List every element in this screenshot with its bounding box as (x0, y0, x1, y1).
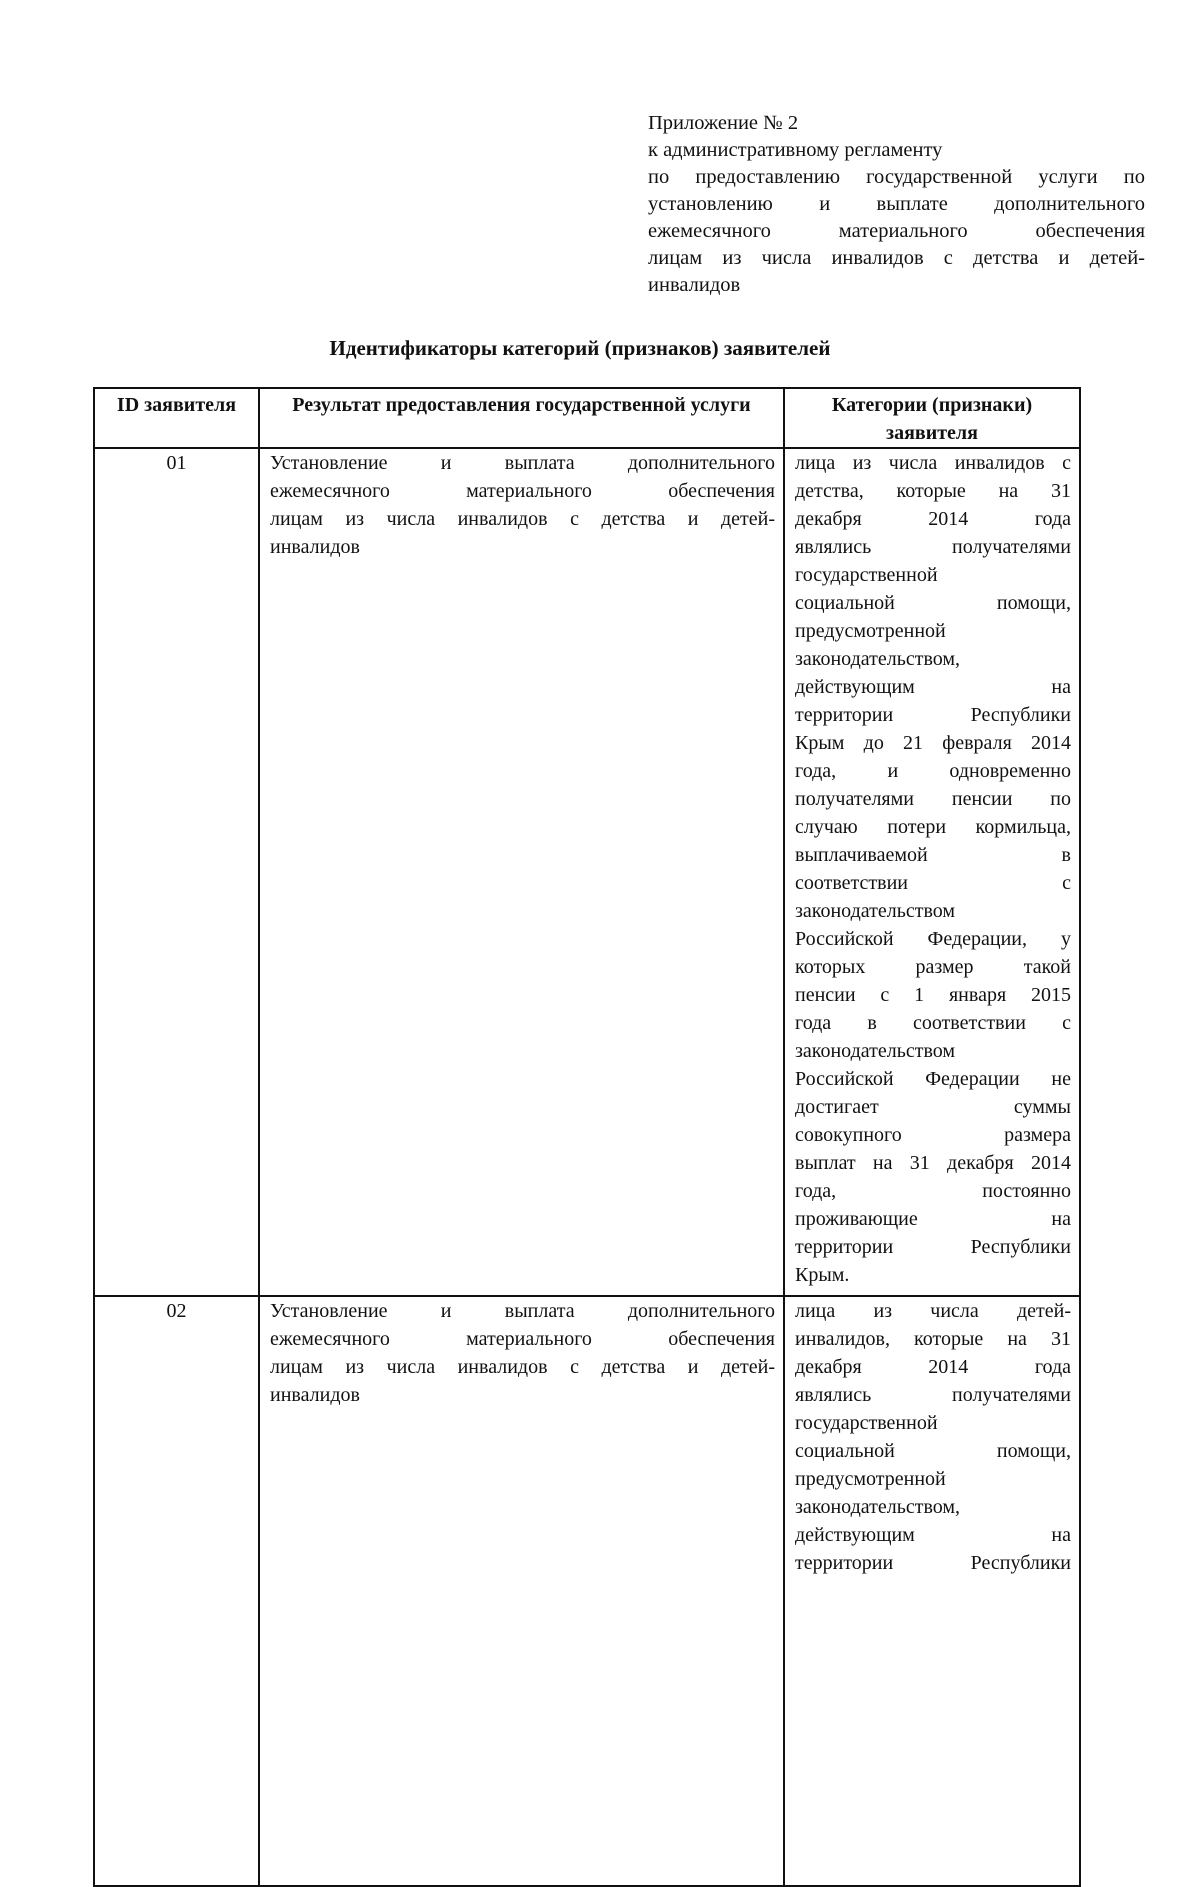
category-line: территории Республики (795, 704, 1071, 726)
category-line: являлись получателями (795, 1384, 1071, 1406)
header-category: Категории (признаки) заявителя (784, 388, 1080, 448)
cell-id: 01 (94, 448, 259, 1296)
header-result: Результат предоставления государственной услуги (259, 388, 784, 448)
category-line: года, и одновременно (795, 760, 1071, 782)
applicant-categories-table (93, 387, 1081, 1887)
table-row (94, 448, 1080, 1296)
category-line: выплат на 31 декабря 2014 (795, 1152, 1071, 1174)
category-line: Крым. (795, 1264, 850, 1286)
category-line: являлись получателями (795, 536, 1071, 558)
result-line: Установление и выплата дополнительного (270, 452, 775, 474)
table-header-row (94, 388, 1080, 448)
category-line: декабря 2014 года (795, 508, 1071, 530)
result-line: инвалидов (270, 536, 360, 558)
annex-line: инвалидов (648, 274, 741, 296)
category-line: достигает суммы (795, 1096, 1071, 1118)
category-line: декабря 2014 года (795, 1356, 1071, 1378)
category-line: действующим на (795, 1524, 1071, 1546)
annex-line: по предоставлению государственной услуги по (648, 166, 1145, 188)
annex-line: установлению и выплате дополнительного (648, 193, 1145, 215)
category-line: законодательством (795, 900, 956, 922)
category-line: социальной помощи, (795, 592, 1071, 614)
category-line: предусмотренной (795, 620, 946, 642)
category-line: лица из числа инвалидов с (795, 452, 1071, 474)
category-line: действующим на (795, 676, 1071, 698)
cell-result (259, 1296, 784, 1886)
category-line: выплачиваемой в (795, 844, 1071, 866)
cell-category (784, 448, 1080, 1296)
annex-line: лицам из числа инвалидов с детства и детей- (648, 247, 1145, 269)
annex-line: к административному регламенту (648, 139, 943, 161)
category-line: законодательством (795, 1040, 956, 1062)
cell-id: 02 (94, 1296, 259, 1886)
category-line: территории Республики (795, 1236, 1071, 1258)
category-line: законодательством, (795, 1496, 961, 1518)
annex-title: Приложение № 2 (648, 112, 799, 134)
annex-line: ежемесячного материального обеспечения (648, 220, 1145, 242)
category-line: года, постоянно (795, 1180, 1071, 1202)
category-line: лица из числа детей- (795, 1300, 1071, 1322)
category-line: государственной (795, 564, 938, 586)
category-line: которых размер такой (795, 956, 1071, 978)
category-line: совокупного размера (795, 1124, 1071, 1146)
annex-block (648, 110, 1145, 299)
category-line: года в соответствии с (795, 1012, 1071, 1034)
category-line: проживающие на (795, 1208, 1071, 1230)
result-line: ежемесячного материального обеспечения (270, 480, 775, 502)
category-line: территории Республики (795, 1552, 1071, 1574)
category-line: инвалидов, которые на 31 (795, 1328, 1071, 1350)
category-line: социальной помощи, (795, 1440, 1071, 1462)
category-line: Крым до 21 февраля 2014 (795, 732, 1071, 754)
category-line: Российской Федерации не (795, 1068, 1071, 1090)
result-line: лицам из числа инвалидов с детства и детей- (270, 1356, 775, 1378)
category-line: соответствии с (795, 872, 1071, 894)
category-line: предусмотренной (795, 1468, 946, 1490)
category-line: Российской Федерации, у (795, 928, 1071, 950)
result-line: ежемесячного материального обеспечения (270, 1328, 775, 1350)
category-line: детства, которые на 31 (795, 480, 1071, 502)
category-line: случаю потери кормильца, (795, 816, 1071, 838)
result-line: инвалидов (270, 1384, 360, 1406)
header-id: ID заявителя (94, 388, 259, 448)
document-title: Идентификаторы категорий (признаков) заявителей (329, 336, 831, 360)
result-line: лицам из числа инвалидов с детства и детей- (270, 508, 775, 530)
result-line: Установление и выплата дополнительного (270, 1300, 775, 1322)
category-line: государственной (795, 1412, 938, 1434)
category-line: получателями пенсии по (795, 788, 1071, 810)
category-line: пенсии с 1 января 2015 (795, 984, 1071, 1006)
cell-result (259, 448, 784, 1296)
cell-category (784, 1296, 1080, 1886)
table-row (94, 1296, 1080, 1886)
category-line: законодательством, (795, 648, 961, 670)
